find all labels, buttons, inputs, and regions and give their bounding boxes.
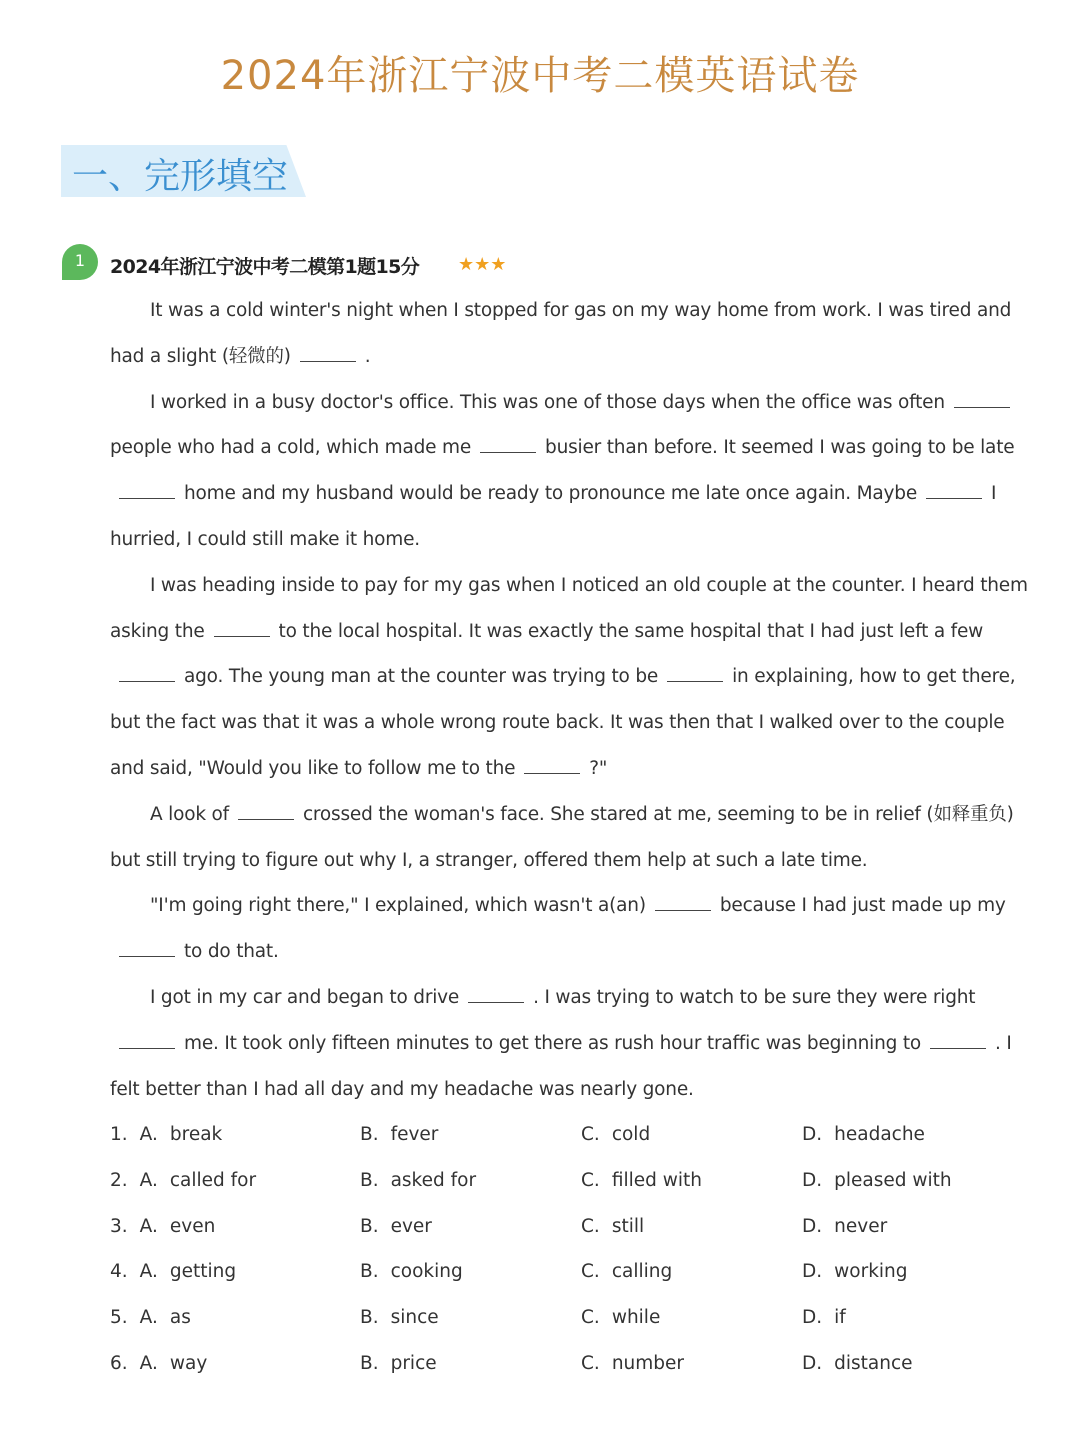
option-text: if — [834, 1307, 846, 1329]
option-letter: A. — [139, 1215, 158, 1237]
document-title: 2024年浙江宁波中考二模英语试卷 — [220, 53, 860, 99]
text-segment: I worked in a busy doctor's office. This was one of those days when the office was often — [150, 391, 945, 413]
answer-blank — [480, 438, 536, 453]
question-number: 4. — [110, 1261, 128, 1283]
text-segment: to do that. — [184, 941, 279, 963]
option-b[interactable] — [360, 1341, 437, 1387]
option-b[interactable] — [360, 1295, 439, 1341]
option-text: calling — [611, 1261, 673, 1283]
answer-blank — [468, 988, 524, 1003]
option-letter: D. — [802, 1307, 823, 1329]
option-b[interactable] — [360, 1158, 476, 1204]
passage-paragraph — [110, 288, 1028, 380]
option-text: cold — [611, 1124, 651, 1145]
option-text: headache — [834, 1124, 925, 1145]
question-heading: 2024年浙江宁波中考二模第1题15分 — [110, 256, 420, 278]
answer-options — [110, 1112, 1010, 1387]
option-c[interactable] — [581, 1204, 644, 1250]
answer-blank — [300, 347, 356, 362]
text-segment: in explaining, how to get there, but the fact was that it was a whole wrong route back. It was then that I walked over to the couple and said, "Would you like to follow me to the — [110, 666, 1016, 779]
option-letter: B. — [360, 1307, 379, 1329]
answer-blank — [238, 805, 294, 820]
passage-paragraph — [110, 380, 1028, 563]
option-letter: A. — [139, 1124, 158, 1145]
option-letter: C. — [581, 1307, 600, 1329]
option-row — [110, 1158, 1010, 1204]
option-text: still — [611, 1215, 645, 1237]
option-d[interactable] — [802, 1249, 908, 1295]
option-text: even — [169, 1215, 216, 1237]
option-text: working — [834, 1261, 908, 1283]
option-d[interactable] — [802, 1341, 913, 1387]
option-d[interactable] — [802, 1112, 925, 1158]
option-a[interactable] — [110, 1295, 191, 1341]
passage-paragraph — [110, 883, 1028, 975]
text-segment: me. It took only fifteen minutes to get there as rush hour traffic was beginning to — [184, 1032, 922, 1054]
question-number: 3. — [110, 1215, 128, 1237]
option-letter: A. — [139, 1169, 158, 1191]
question-number: 1. — [110, 1124, 128, 1145]
text-segment: ?" — [589, 757, 608, 779]
option-text: asked for — [390, 1169, 477, 1191]
option-text: as — [169, 1307, 191, 1329]
text-segment: busier than before. It seemed I was going to be late — [545, 437, 1015, 459]
text-segment: crossed the woman's face. She stared at me, seeming to be in relief (如释重负) but still trying to figure out why I, a stranger, offered them help at such a late time. — [110, 803, 1014, 871]
section-title: 一、完形填空 — [72, 156, 289, 197]
option-text: distance — [834, 1352, 913, 1374]
text-segment: I was heading inside to pay for my gas when I noticed an old couple at the counter. I heard them asking the — [110, 574, 1028, 642]
text-segment: . I was trying to watch to be sure they were right — [533, 986, 976, 1008]
option-d[interactable] — [802, 1295, 846, 1341]
option-b[interactable] — [360, 1249, 463, 1295]
passage-paragraph — [110, 975, 1028, 1112]
text-segment: ago. The young man at the counter was trying to be — [184, 666, 659, 688]
text-segment: people who had a cold, which made me — [110, 437, 472, 459]
option-row — [110, 1341, 1010, 1387]
passage-paragraph — [110, 792, 1028, 884]
text-segment: It was a cold winter's night when I stopped for gas on my way home from work. I was tired and had a slight (轻微的) — [110, 300, 1012, 367]
option-c[interactable] — [581, 1295, 660, 1341]
option-letter: D. — [802, 1124, 823, 1145]
option-letter: B. — [360, 1169, 379, 1191]
option-letter: C. — [581, 1215, 600, 1237]
option-letter: D. — [802, 1261, 823, 1283]
text-segment: . — [364, 345, 371, 367]
text-segment: because I had just made up my — [719, 895, 1006, 917]
answer-blank — [119, 667, 175, 682]
option-letter: D. — [802, 1169, 823, 1191]
answer-blank — [667, 667, 723, 682]
answer-blank — [930, 1034, 986, 1049]
answer-blank — [119, 484, 175, 499]
option-letter: C. — [581, 1261, 600, 1283]
cloze-passage — [110, 288, 1028, 1112]
option-letter: A. — [139, 1352, 158, 1374]
option-c[interactable] — [581, 1249, 672, 1295]
option-text: while — [611, 1307, 661, 1329]
question-number: 5. — [110, 1307, 128, 1329]
answer-blank — [926, 484, 982, 499]
option-text: break — [169, 1124, 223, 1145]
text-segment: . I felt better than I had all day and my headache was nearly gone. — [110, 1032, 1012, 1100]
option-b[interactable] — [360, 1112, 438, 1158]
option-text: since — [390, 1307, 439, 1329]
option-c[interactable] — [581, 1341, 684, 1387]
option-a[interactable] — [110, 1158, 256, 1204]
option-row — [110, 1204, 1010, 1250]
question-number: 2. — [110, 1169, 128, 1191]
answer-blank — [119, 1034, 175, 1049]
difficulty-stars: ★★★ — [458, 254, 507, 275]
option-d[interactable] — [802, 1158, 952, 1204]
answer-blank — [655, 896, 711, 911]
option-letter: B. — [360, 1215, 379, 1237]
text-segment: A look of — [150, 803, 229, 825]
option-b[interactable] — [360, 1204, 432, 1250]
answer-blank — [524, 759, 580, 774]
option-text: way — [169, 1352, 208, 1374]
option-letter: B. — [360, 1124, 379, 1145]
option-letter: C. — [581, 1124, 600, 1145]
option-text: number — [611, 1352, 685, 1374]
option-text: filled with — [611, 1169, 702, 1191]
option-text: called for — [169, 1169, 257, 1191]
option-letter: D. — [802, 1215, 823, 1237]
option-text: ever — [390, 1215, 432, 1237]
option-row — [110, 1295, 1010, 1341]
option-letter: A. — [139, 1307, 158, 1329]
passage-paragraph — [110, 563, 1028, 792]
option-text: pleased with — [834, 1169, 952, 1191]
option-a[interactable] — [110, 1249, 236, 1295]
option-letter: C. — [581, 1352, 600, 1374]
option-c[interactable] — [581, 1158, 702, 1204]
option-a[interactable] — [110, 1204, 215, 1250]
option-letter: D. — [802, 1352, 823, 1374]
answer-blank — [119, 942, 175, 957]
option-row — [110, 1249, 1010, 1295]
text-segment: home and my husband would be ready to pronounce me late once again. Maybe — [184, 483, 918, 505]
text-segment: "I'm going right there," I explained, which wasn't a(an) — [150, 895, 646, 917]
option-a[interactable] — [110, 1341, 207, 1387]
option-letter: B. — [360, 1352, 379, 1374]
question-number: 6. — [110, 1352, 128, 1374]
text-segment: I got in my car and began to drive — [150, 986, 460, 1008]
option-d[interactable] — [802, 1204, 887, 1250]
question-number-badge: 1 — [62, 244, 98, 280]
option-text: never — [834, 1215, 888, 1237]
option-letter: C. — [581, 1169, 600, 1191]
option-letter: B. — [360, 1261, 379, 1283]
option-letter: A. — [139, 1261, 158, 1283]
option-row — [110, 1112, 1010, 1158]
option-text: price — [390, 1352, 437, 1374]
answer-blank — [954, 393, 1010, 408]
text-segment: I hurried, I could still make it home. — [110, 483, 997, 550]
answer-blank — [214, 622, 270, 637]
option-c[interactable] — [581, 1112, 650, 1158]
option-text: fever — [390, 1124, 439, 1145]
text-segment: to the local hospital. It was exactly the same hospital that I had just left a few — [278, 620, 984, 642]
option-text: getting — [169, 1261, 237, 1283]
option-text: cooking — [390, 1261, 463, 1283]
option-a[interactable] — [110, 1112, 222, 1158]
